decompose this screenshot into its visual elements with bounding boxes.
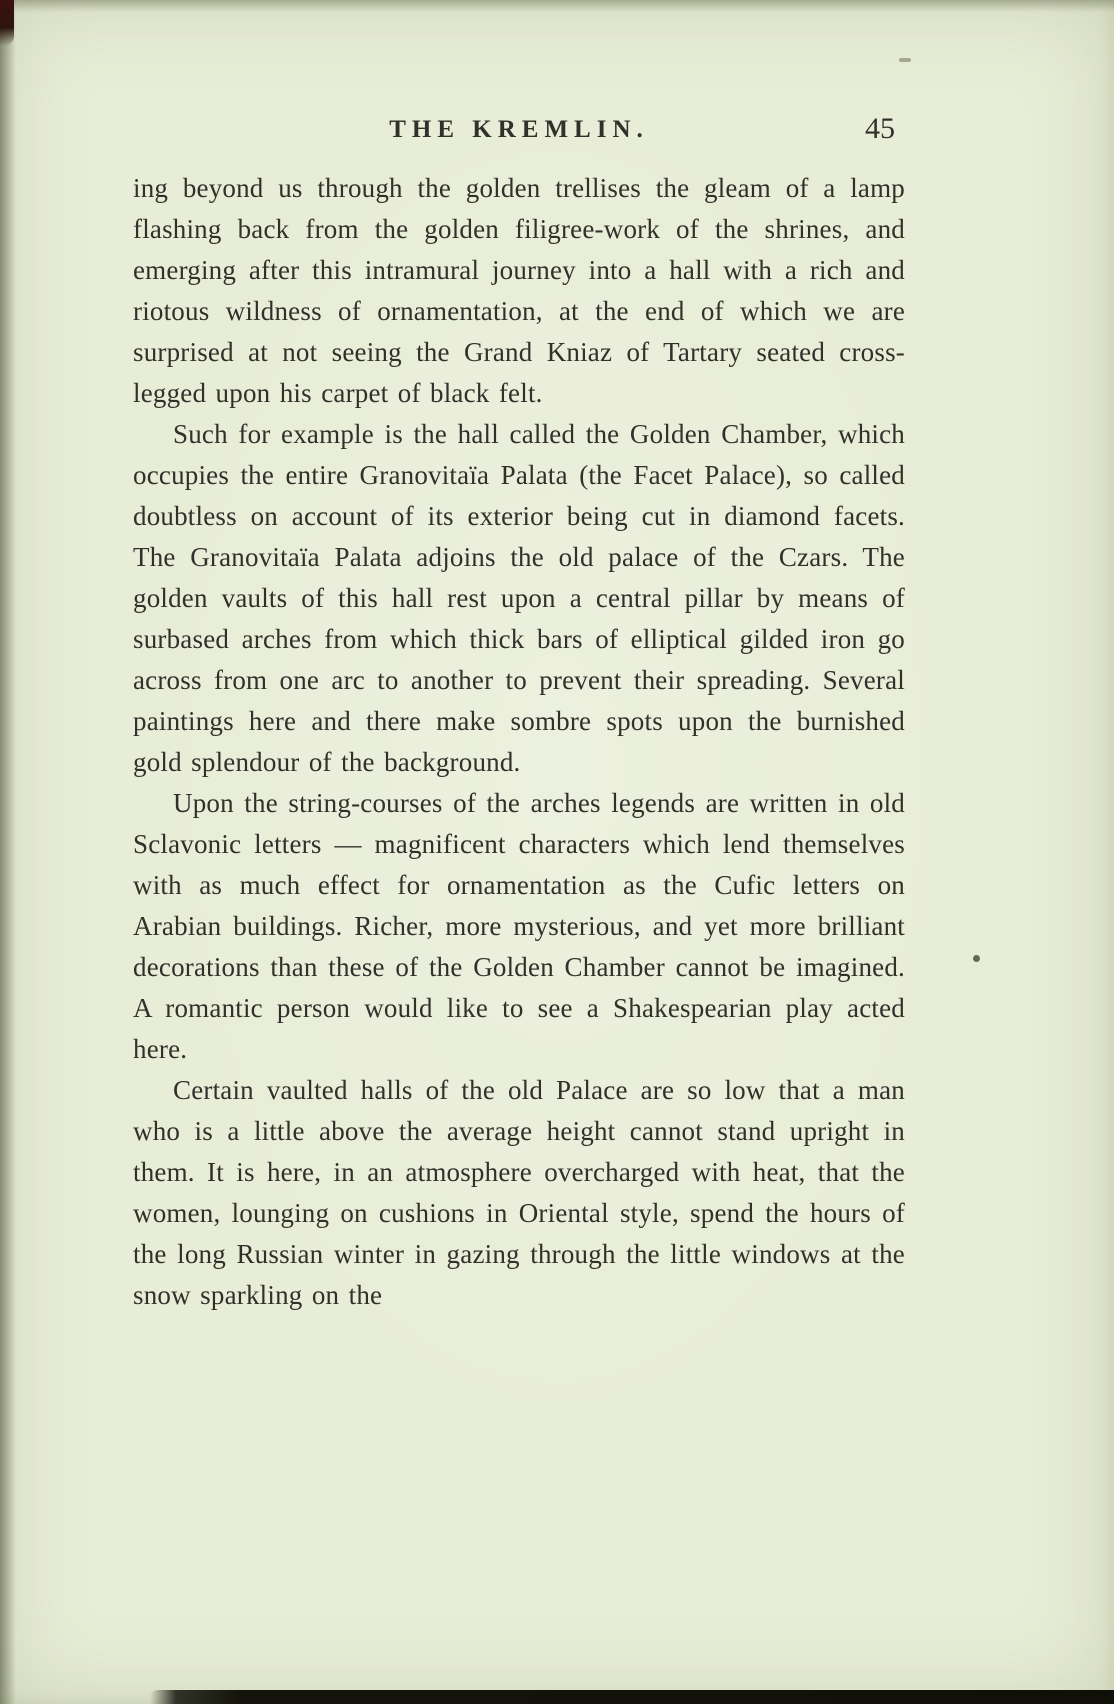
paragraph: Certain vaulted halls of the old Palace are so low that a man who is a little above the average height cannot stand upright in them. It is here, in an atmosphere overcharged with heat, that the women, lounging on cushions in Oriental style, spend the hours of the long Russian winter in gazing through the little windows at the snow sparkling on the <box>133 1075 905 1310</box>
paragraph: ing beyond us through the golden trellises the gleam of a lamp flashing back from the golden filigree-work of the shrines, and emerging after this intramural journey into a hall with a rich and riotous wildness of ornamentation, at the end of which we are surprised at not seeing the Grand Kniaz of Tartary seated cross-legged upon his carpet of black felt. <box>133 173 905 408</box>
paragraph: Such for example is the hall called the Golden Chamber, which occupies the entire Granovitaïa Palata (the Facet Palace), so called doubtless on account of its exterior being cut in diamond facets. The Granovitaïa Palata adjoins the old palace of the Czars. The golden vaults of this hall rest upon a central pillar by means of surbased arches from which thick bars of elliptical gilded iron go across from one arc to another to prevent their spreading. Several paintings here and there make sombre spots upon the burnished gold splendour of the background. <box>133 419 905 777</box>
scan-corner-mark-artifact <box>0 0 14 46</box>
page-header <box>133 112 905 152</box>
page-number: 45 <box>865 112 895 145</box>
running-title: THE KREMLIN. <box>389 116 649 143</box>
page-body <box>133 168 905 1316</box>
scan-edge-top-artifact <box>0 0 1114 12</box>
scan-edge-left-artifact <box>0 0 16 1704</box>
ink-speck-artifact <box>973 955 980 962</box>
scan-bottom-shadow-artifact <box>150 1690 1114 1704</box>
paragraph: Upon the string-courses of the arches legends are written in old Sclavonic letters — magnificent characters which lend themselves with as much effect for ornamentation as the Cufic letters on Arabian buildings. Richer, more mysterious, and yet more brilliant decorations than these of the Golden Chamber cannot be imagined. A romantic person would like to see a Shakespearian play acted here. <box>133 788 905 1064</box>
ink-speck-artifact <box>899 58 911 62</box>
